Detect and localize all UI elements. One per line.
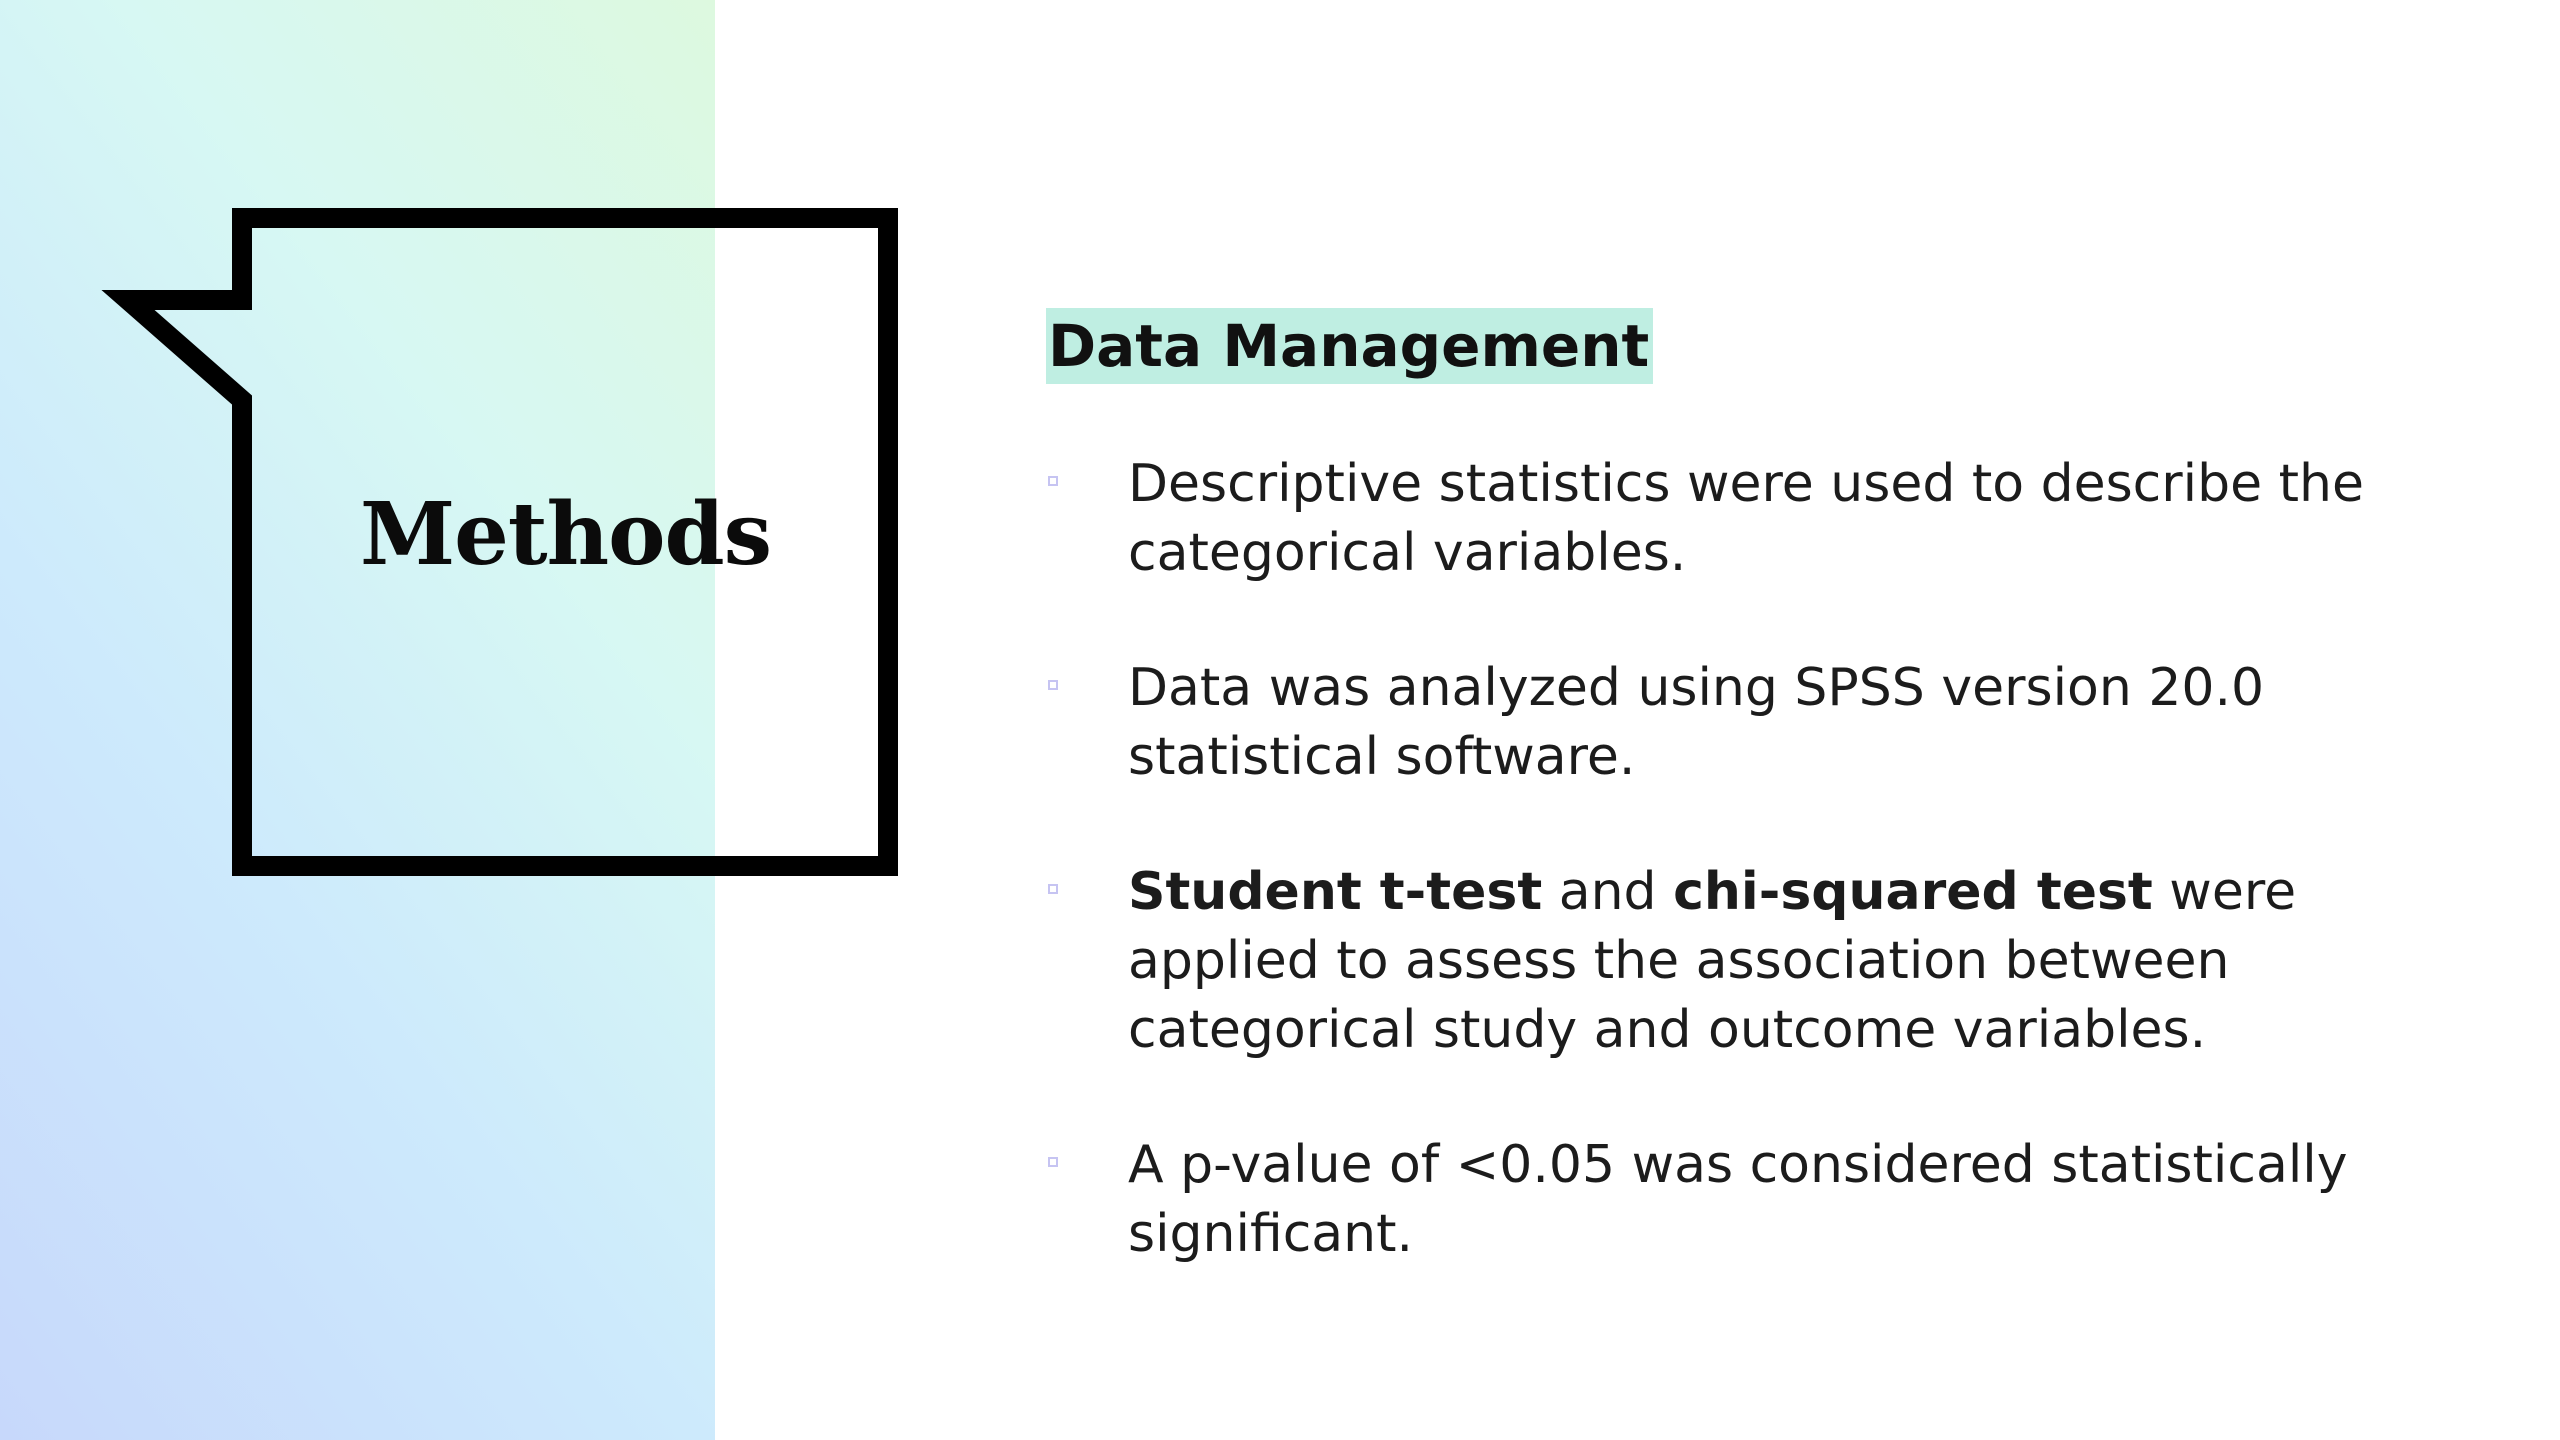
section-heading: Data Management	[1046, 308, 1653, 384]
bold-term-student-t-test: Student t-test	[1128, 862, 1543, 922]
square-bullet-icon	[1048, 884, 1058, 894]
square-bullet-icon	[1048, 476, 1058, 486]
bullet-text-segment: and	[1542, 862, 1674, 922]
bullet-list	[1046, 450, 2366, 1335]
bullet-item	[1046, 1131, 2366, 1269]
bullet-text: Descriptive statistics were used to describe the categorical variables.	[1128, 454, 2364, 583]
bullet-text-segment: were applied to assess the association between categorical study and outcome variables.	[1128, 862, 2297, 1060]
bullet-text	[1128, 858, 2366, 1065]
bullet-item	[1046, 858, 2366, 1065]
square-bullet-icon	[1048, 680, 1058, 690]
speech-bubble-callout	[0, 0, 920, 900]
slide-title: Methods	[359, 484, 772, 585]
bullet-item	[1046, 654, 2366, 792]
bullet-text: A p-value of <0.05 was considered statistically significant.	[1128, 1135, 2348, 1264]
square-bullet-icon	[1048, 1157, 1058, 1167]
bullet-item	[1046, 450, 2366, 588]
bold-term-chi-squared-test: chi-squared test	[1673, 862, 2153, 922]
bullet-text: Data was analyzed using SPSS version 20.0 statistical software.	[1128, 658, 2265, 787]
